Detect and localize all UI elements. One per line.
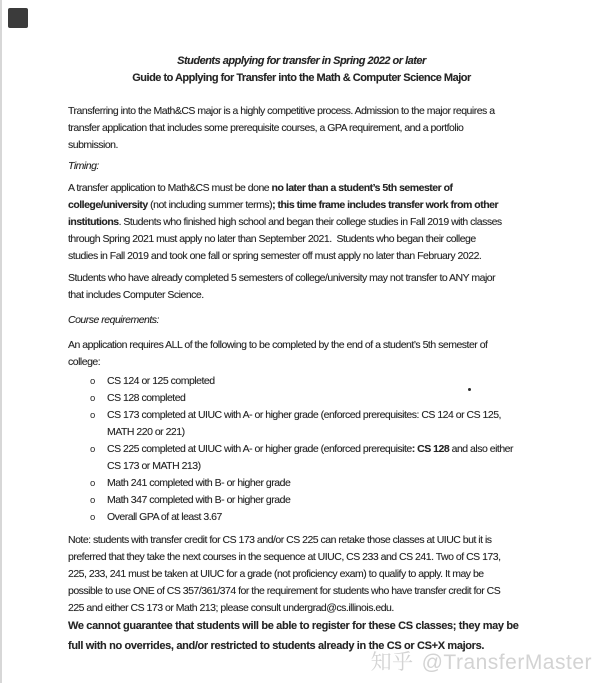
bullet-cs128 xyxy=(90,390,557,407)
text-run: Overall GPA of at least 3.67 xyxy=(107,511,222,523)
bullet-math241-line xyxy=(107,475,557,492)
bullet-math347-line xyxy=(107,492,557,509)
text-run: Math 347 completed with B- or higher grade xyxy=(107,494,291,506)
text-run: 225, 233, 241 must be taken at UIUC for a grade (not proficiency exam) to qualify to apply. It may be xyxy=(68,568,484,580)
text-run: 225 and either CS 173 or Math 213; please consult undergrad@cs.illinois.edu. xyxy=(68,602,394,614)
text-run: (not including summer terms) xyxy=(147,199,273,211)
note-paragraph xyxy=(68,532,535,617)
note-paragraph-line xyxy=(68,583,535,600)
note-paragraph-line xyxy=(68,549,535,566)
bullet-math347 xyxy=(90,492,557,509)
text-run: preferred that they take the next courses in the sequence at UIUC, CS 233 and CS 241. Two of CS 173, xyxy=(68,551,501,563)
text-run: CS 225 completed at UIUC with A- or higher grade (enforced prerequisite xyxy=(107,443,412,455)
requirements-intro-paragraph-line xyxy=(68,354,535,371)
bullet-cs225-line xyxy=(107,458,557,475)
text-run: : CS 128 xyxy=(411,443,450,455)
text-run: . Students who finished high school and began their college studies in Fall 2019 with classes xyxy=(118,216,502,228)
bullet-marker: o xyxy=(90,393,96,404)
text-run: college: xyxy=(68,356,101,368)
text-run: We cannot guarantee that students will be able to register for these CS classes; they may be xyxy=(68,620,519,632)
bullet-marker: o xyxy=(90,410,96,421)
text-run: studies in Fall 2019 and took one fall or spring semester off must apply no later than February 2022. xyxy=(68,250,482,262)
page-title-italic-line xyxy=(68,53,535,70)
requirements-intro-paragraph-line xyxy=(68,337,535,354)
bullet-gpa-line xyxy=(107,509,557,526)
bullet-cs173-line xyxy=(107,424,557,441)
timing-paragraph-line xyxy=(68,197,535,214)
text-run: CS 128 completed xyxy=(107,392,186,404)
text-run: An application requires ALL of the following to be completed by the end of a student’s 5th semester of xyxy=(68,339,488,351)
page-left-edge xyxy=(0,0,2,683)
text-run: Students applying for transfer in Spring 2022 or later xyxy=(177,55,426,67)
text-run: CS 173 completed at UIUC with A- or higher grade (enforced prerequisites: CS 124 or CS 125, xyxy=(107,409,501,421)
text-run: Guide to Applying for Transfer into the Math & Computer Science Major xyxy=(132,72,471,84)
page-title-bold xyxy=(68,70,535,87)
registration-warning-paragraph-line xyxy=(68,616,535,636)
watermark-handle: @TransferMaster xyxy=(421,651,592,674)
page-title-bold-line xyxy=(68,70,535,87)
text-run: that includes Computer Science. xyxy=(68,289,204,301)
timing-paragraph xyxy=(68,180,535,265)
text-run: ; this time frame includes transfer work from other xyxy=(272,199,499,211)
text-run: CS 173 or MATH 213) xyxy=(107,460,201,472)
bullet-cs124-line xyxy=(107,373,557,390)
bullet-marker: o xyxy=(90,478,96,489)
text-run: transfer application that includes some prerequisite courses, a GPA requirement, and a portfolio xyxy=(68,122,464,134)
text-run: no later than a student’s 5th semester of xyxy=(271,182,453,194)
bullet-cs225 xyxy=(90,441,557,475)
bullet-math241 xyxy=(90,475,557,492)
bullet-cs128-line xyxy=(107,390,557,407)
bullet-cs225-line xyxy=(107,441,557,458)
text-run: full with no overrides, and/or restricted to students already in the CS or CS+X majors. xyxy=(68,640,485,652)
note-paragraph-line xyxy=(68,532,535,549)
five-semester-paragraph xyxy=(68,270,535,304)
text-run: A transfer application to Math&CS must be done xyxy=(68,182,272,194)
text-run: Note: students with transfer credit for CS 173 and/or CS 225 can retake those classes at UIUC but it is xyxy=(68,534,492,546)
course-requirements-heading xyxy=(68,312,535,329)
note-paragraph-line xyxy=(68,600,535,617)
bullet-marker: o xyxy=(90,512,96,523)
text-run: MATH 220 or 221) xyxy=(107,426,185,438)
bullet-marker: o xyxy=(90,444,96,455)
text-run: institutions xyxy=(68,216,119,228)
bullet-cs124 xyxy=(90,373,557,390)
timing-paragraph-line xyxy=(68,231,535,248)
five-semester-paragraph-line xyxy=(68,287,535,304)
timing-heading-line xyxy=(68,158,535,175)
bullet-gpa xyxy=(90,509,557,526)
text-run: Students who have already completed 5 semesters of college/university may not transfer to ANY major xyxy=(68,272,496,284)
intro-paragraph-line xyxy=(68,137,535,154)
text-run: Course requirements: xyxy=(68,314,159,326)
intro-paragraph xyxy=(68,103,535,154)
timing-paragraph-line xyxy=(68,248,535,265)
corner-mark xyxy=(8,8,28,28)
note-paragraph-line xyxy=(68,566,535,583)
bullet-marker: o xyxy=(90,376,96,387)
text-run: submission. xyxy=(68,139,118,151)
timing-heading xyxy=(68,158,535,175)
page-title-italic xyxy=(68,53,535,70)
text-run: Timing: xyxy=(68,160,99,172)
bullet-cs173-line xyxy=(107,407,557,424)
course-requirements-heading-line xyxy=(68,312,535,329)
text-run: possible to use ONE of CS 357/361/374 for the requirement for students who have transfer credit for CS xyxy=(68,585,501,597)
text-run: through Spring 2021 must apply no later than September 2021. Students who began their college xyxy=(68,233,476,245)
text-run: and also either xyxy=(449,443,514,455)
text-run: CS 124 or 125 completed xyxy=(107,375,215,387)
text-run: college/university xyxy=(68,199,148,211)
intro-paragraph-line xyxy=(68,103,535,120)
requirements-intro-paragraph xyxy=(68,337,535,371)
zhihu-logo-text: 知乎 xyxy=(370,651,414,674)
timing-paragraph-line xyxy=(68,180,535,197)
intro-paragraph-line xyxy=(68,120,535,137)
five-semester-paragraph-line xyxy=(68,270,535,287)
timing-paragraph-line xyxy=(68,214,535,231)
watermark xyxy=(371,650,592,676)
text-run: Transferring into the Math&CS major is a highly competitive process. Admission to the major requires a xyxy=(68,105,495,117)
text-run: Math 241 completed with B- or higher grade xyxy=(107,477,291,489)
bullet-cs173 xyxy=(90,407,557,441)
bullet-marker: o xyxy=(90,495,96,506)
